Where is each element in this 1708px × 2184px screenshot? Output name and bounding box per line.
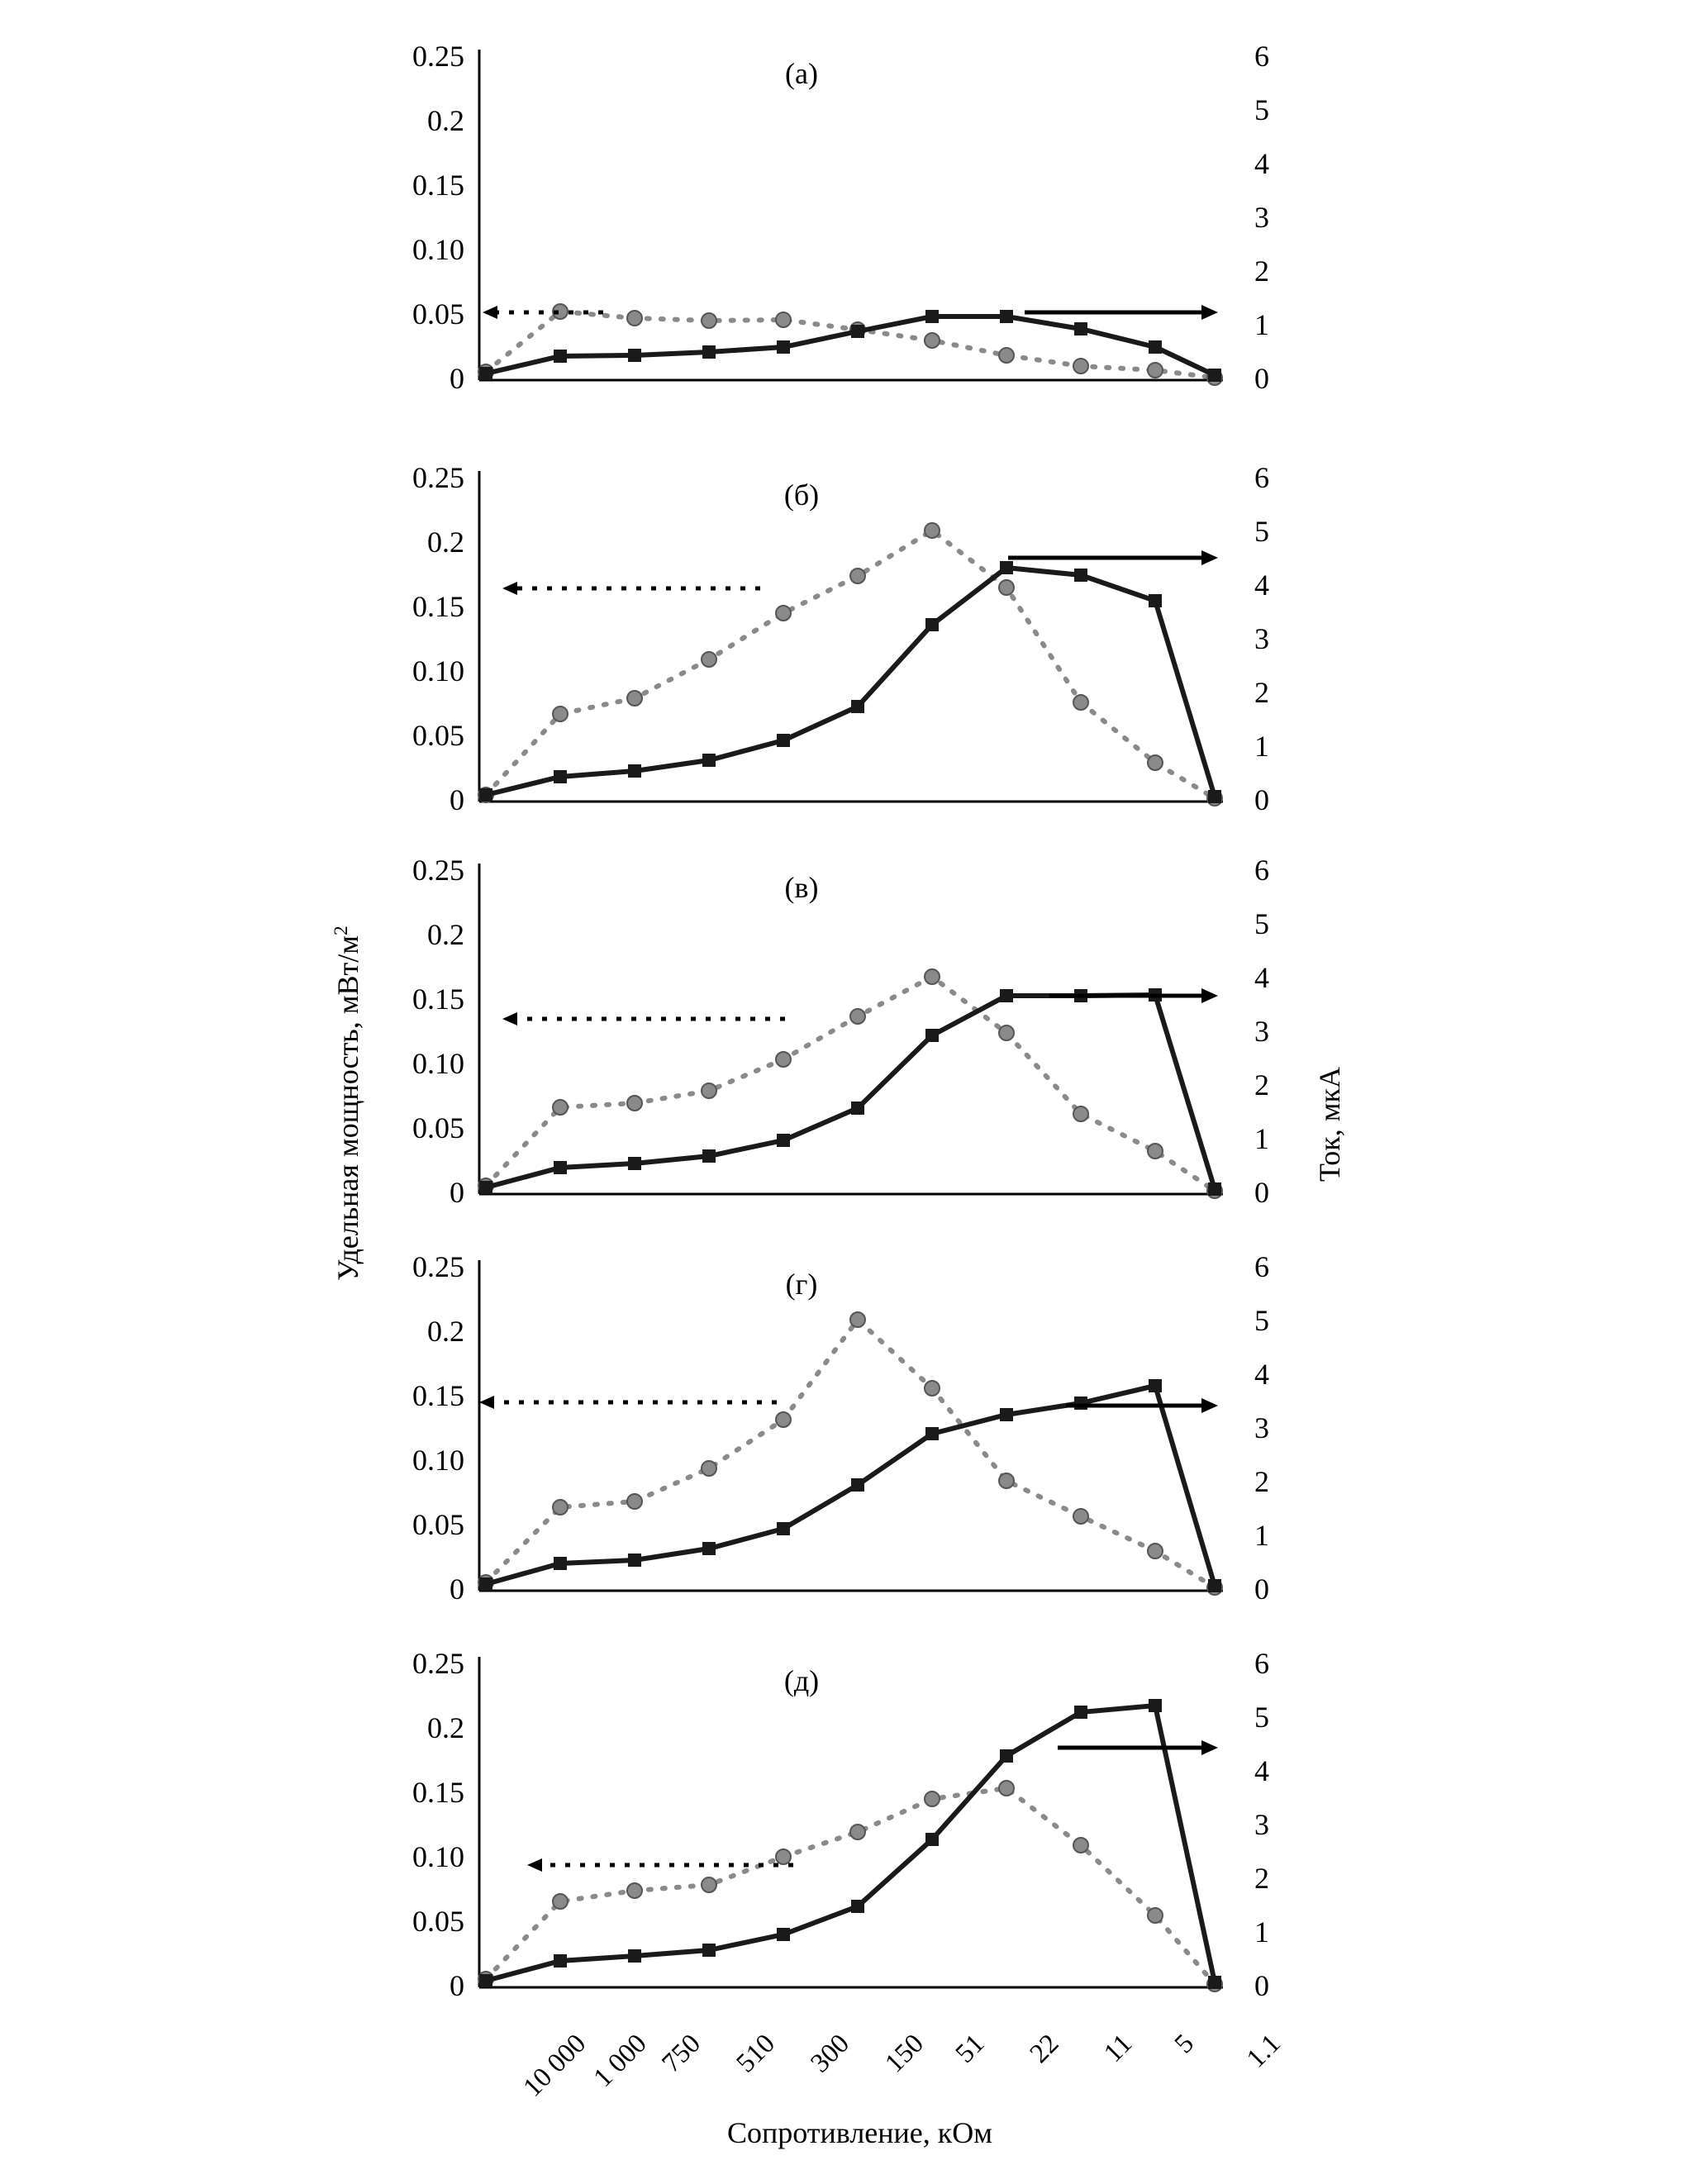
- panel-v-ytick-right-0: 6: [1254, 854, 1269, 887]
- panel-g-left-arrow: [479, 1396, 777, 1409]
- panel-a-ytick-left-3: 0.10: [412, 233, 464, 266]
- y-axis-title-left-sup: 2: [331, 925, 352, 935]
- panel-a-left-arrow: [483, 306, 603, 319]
- panel-a-current-line: [486, 312, 1215, 378]
- x-axis-title-text: Сопротивление, кОм: [727, 2116, 993, 2149]
- panel-g-ytick-right-5: 1: [1254, 1519, 1269, 1552]
- panel-b-ytick-left-0: 0.25: [412, 461, 464, 494]
- panel-v-ytick-left-5: 0: [450, 1176, 464, 1209]
- panel-v-ytick-left-4: 0.05: [412, 1111, 464, 1144]
- x-tick-1: 1 000: [588, 2029, 653, 2093]
- panel-d-right-arrow: [1058, 1740, 1218, 1755]
- panel-d-ytick-right-0: 6: [1254, 1647, 1269, 1680]
- panel-g-ytick-left-5: 0: [450, 1573, 464, 1606]
- panel-d-left-arrow: [527, 1858, 793, 1872]
- x-tick-9: 5: [1168, 2029, 1200, 2060]
- panel-b-current-line: [486, 531, 1215, 798]
- panel-g-ytick-right-2: 4: [1254, 1358, 1269, 1391]
- panel-a-ytick-right-2: 4: [1254, 147, 1269, 180]
- panel-g-ytick-right-1: 5: [1254, 1304, 1269, 1337]
- x-tick-10: 1.1: [1241, 2029, 1287, 2074]
- panel-g-ytick-left-1: 0.2: [427, 1315, 464, 1348]
- panel-g-ytick-right-3: 3: [1254, 1411, 1269, 1444]
- panel-g: [331, 1250, 1372, 1624]
- panel-a-ytick-left-0: 0.25: [412, 40, 464, 73]
- panel-b: [331, 461, 1372, 835]
- x-tick-0: 10 000: [517, 2029, 592, 2103]
- panel-v-ytick-right-5: 1: [1254, 1122, 1269, 1155]
- panel-b-power-line: [486, 568, 1215, 797]
- panel-d-ytick-left-4: 0.05: [412, 1905, 464, 1938]
- panel-b-ytick-left-1: 0.2: [427, 526, 464, 559]
- panel-v-ytick-left-3: 0.10: [412, 1047, 464, 1080]
- panel-b-ytick-right-0: 6: [1254, 461, 1269, 494]
- y-axis-title-left-text: Удельная мощность, мВт/м: [331, 935, 364, 1281]
- panel-v-current-line: [486, 977, 1215, 1191]
- x-tick-2: 750: [656, 2029, 707, 2079]
- panel-a-ytick-left-5: 0: [450, 362, 464, 395]
- panel-g-power-line: [486, 1386, 1215, 1586]
- panel-g-ytick-right-4: 2: [1254, 1465, 1269, 1498]
- panel-d: [331, 1647, 1372, 2020]
- panel-v-ytick-right-6: 0: [1254, 1176, 1269, 1209]
- panel-g-current-markers: [478, 1312, 1222, 1595]
- panel-g-ytick-left-2: 0.15: [412, 1379, 464, 1412]
- panel-b-ytick-left-3: 0.10: [412, 654, 464, 688]
- panel-d-ytick-left-3: 0.10: [412, 1840, 464, 1873]
- panel-g-ytick-left-3: 0.10: [412, 1444, 464, 1477]
- panel-b-ytick-right-4: 2: [1254, 676, 1269, 709]
- x-axis-ticks: [479, 2029, 1287, 2144]
- panel-b-svg: [479, 471, 1223, 802]
- panel-d-ytick-right-4: 2: [1254, 1862, 1269, 1895]
- panel-d-power-markers: [479, 1699, 1221, 1989]
- panel-a-ytick-right-4: 2: [1254, 255, 1269, 288]
- panel-v-label: (в): [784, 871, 819, 904]
- panel-b-right-arrow: [1008, 550, 1218, 565]
- panel-d-ytick-left-1: 0.2: [427, 1711, 464, 1744]
- x-tick-3: 510: [730, 2029, 781, 2079]
- panel-d-ytick-right-6: 0: [1254, 1969, 1269, 2002]
- panel-a-ytick-right-1: 5: [1254, 93, 1269, 126]
- panel-g-label: (г): [785, 1268, 818, 1301]
- panel-b-left-arrow: [502, 582, 760, 595]
- panel-a-ytick-left-4: 0.05: [412, 297, 464, 331]
- panel-a-ytick-right-3: 3: [1254, 201, 1269, 234]
- panel-v-ytick-right-2: 4: [1254, 961, 1269, 994]
- panel-d-ytick-left-0: 0.25: [412, 1647, 464, 1680]
- panel-v-plot: [479, 864, 1223, 1194]
- x-tick-8: 11: [1098, 2029, 1139, 2068]
- panel-d-ytick-right-3: 3: [1254, 1808, 1269, 1841]
- panel-b-ytick-right-1: 5: [1254, 515, 1269, 548]
- panel-b-ytick-right-2: 4: [1254, 569, 1269, 602]
- x-tick-4: 300: [805, 2029, 855, 2079]
- panel-a-ytick-left-1: 0.2: [427, 104, 464, 137]
- panel-v-power-line: [486, 995, 1215, 1189]
- panel-a-ytick-right-0: 6: [1254, 40, 1269, 73]
- panel-d-plot: [479, 1657, 1223, 1987]
- panel-b-label: (б): [783, 478, 820, 512]
- panel-g-ytick-left-4: 0.05: [412, 1508, 464, 1541]
- panel-v-svg: [479, 864, 1223, 1194]
- panel-g-ytick-right-6: 0: [1254, 1573, 1269, 1606]
- x-tick-5: 150: [879, 2029, 930, 2079]
- panel-a-ytick-right-6: 0: [1254, 362, 1269, 395]
- y-axis-title-right-text: Ток, мкА: [1313, 1066, 1346, 1182]
- panel-b-ytick-left-2: 0.15: [412, 590, 464, 623]
- panel-d-ytick-right-5: 1: [1254, 1915, 1269, 1948]
- panel-v-ytick-right-3: 3: [1254, 1015, 1269, 1048]
- panel-a-ytick-left-2: 0.15: [412, 169, 464, 202]
- panel-g-plot: [479, 1260, 1223, 1591]
- panel-g-ytick-left-0: 0.25: [412, 1250, 464, 1283]
- panel-g-svg: [479, 1260, 1223, 1591]
- panel-a-label: (а): [785, 57, 818, 90]
- x-tick-7: 22: [1024, 2029, 1065, 2069]
- panel-b-ytick-left-4: 0.05: [412, 719, 464, 752]
- panel-v-ytick-left-1: 0.2: [427, 918, 464, 951]
- panel-g-ytick-right-0: 6: [1254, 1250, 1269, 1283]
- panel-a-right-arrow: [1025, 305, 1218, 320]
- panel-b-current-markers: [478, 523, 1222, 806]
- panel-v-ytick-right-4: 2: [1254, 1068, 1269, 1102]
- panel-b-ytick-left-5: 0: [450, 783, 464, 816]
- panel-b-ytick-right-3: 3: [1254, 622, 1269, 655]
- panel-b-ytick-right-5: 1: [1254, 730, 1269, 763]
- panel-d-label: (д): [783, 1664, 820, 1697]
- panel-g-current-line: [486, 1320, 1215, 1587]
- panel-a-plot: [479, 50, 1223, 380]
- panel-a-svg: [479, 50, 1223, 380]
- panel-d-ytick-left-5: 0: [450, 1969, 464, 2002]
- panel-b-power-markers: [479, 561, 1221, 803]
- panel-v: [331, 854, 1372, 1227]
- panel-d-svg: [479, 1657, 1223, 1987]
- panel-v-ytick-left-0: 0.25: [412, 854, 464, 887]
- panel-b-ytick-right-6: 0: [1254, 783, 1269, 816]
- panel-d-ytick-left-2: 0.15: [412, 1776, 464, 1809]
- panel-a: [331, 40, 1372, 413]
- x-tick-6: 51: [949, 2029, 991, 2069]
- panel-d-ytick-right-1: 5: [1254, 1701, 1269, 1734]
- panel-v-ytick-right-1: 5: [1254, 907, 1269, 940]
- panel-b-plot: [479, 471, 1223, 802]
- panel-v-left-arrow: [502, 1012, 785, 1025]
- panel-d-ytick-right-2: 4: [1254, 1754, 1269, 1787]
- panel-a-power-markers: [479, 310, 1221, 382]
- panel-d-current-line: [486, 1788, 1215, 1984]
- panel-a-ytick-right-5: 1: [1254, 308, 1269, 341]
- panel-v-ytick-left-2: 0.15: [412, 983, 464, 1016]
